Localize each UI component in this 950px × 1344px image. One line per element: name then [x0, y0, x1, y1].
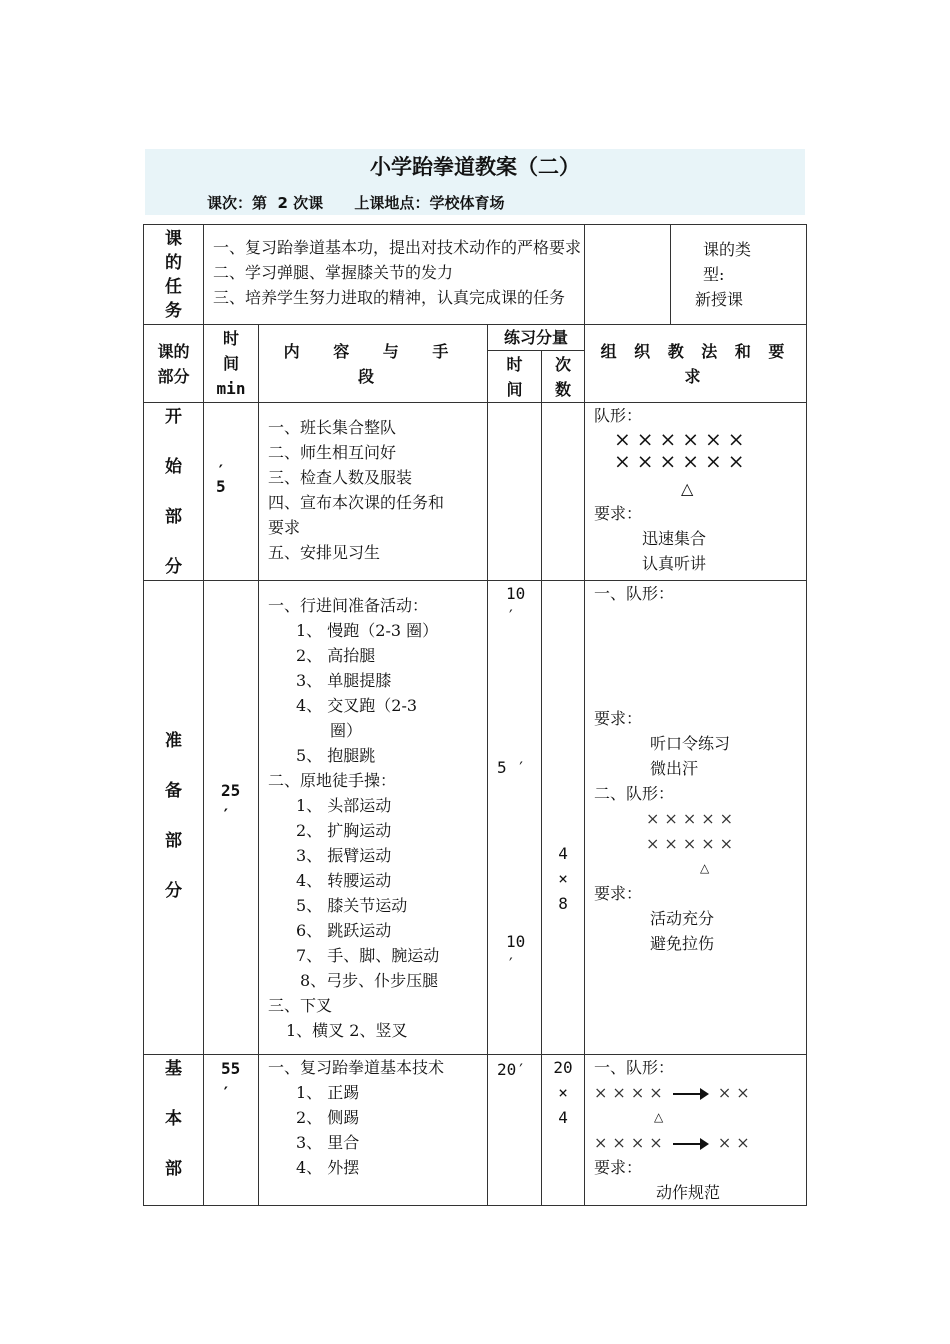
practice-count [542, 403, 585, 581]
col-method: 组 织 教 法 和 要 求 [585, 325, 807, 403]
part-content [259, 1055, 488, 1206]
part-label: 基 本 部 [144, 1055, 204, 1206]
col-practice: 练习分量 [488, 325, 585, 351]
teacher-icon: △ [681, 479, 694, 498]
content-line: 一、行进间准备活动： [268, 596, 429, 615]
lesson-info: 课次：第 2 次课 上课地点：学校体育场 [207, 194, 505, 212]
req-line: 迅速集合 [642, 529, 707, 548]
req-label: 要求： [594, 709, 643, 728]
lesson-type-value: 新授课 [695, 290, 744, 309]
part-time: 55 ′ [204, 1055, 259, 1206]
section-prep [144, 581, 807, 1055]
content-line: 5、 膝关节运动 [296, 896, 408, 915]
content-line: 4、 转腰运动 [296, 871, 392, 890]
col-practice-time: 时 间 [488, 351, 542, 403]
req-label: 要求： [594, 504, 643, 523]
arrow-right-icon [673, 1093, 707, 1095]
req-line: 听口令练习 [650, 734, 731, 753]
task-item: 一、复习跆拳道基本功，提出对技术动作的严格要求 [213, 238, 582, 257]
content-line: 6、 跳跃运动 [296, 921, 392, 940]
formation-label: 一、队形： [594, 1058, 675, 1077]
header-band [145, 149, 805, 215]
content-line: 4、 外摆 [296, 1158, 360, 1177]
content-line: 2、 扩胸运动 [296, 821, 392, 840]
col-time: 时 间 min [204, 325, 259, 403]
section-start [144, 403, 807, 581]
content-line: 二、原地徒手操： [268, 771, 397, 790]
arrow-right-icon [673, 1143, 707, 1145]
method-cell [585, 403, 807, 581]
formation-label: 队形： [594, 406, 643, 425]
content-line: 要求 [268, 518, 301, 537]
content-line: 2、 高抬腿 [296, 646, 376, 665]
content-line: 1、 头部运动 [296, 796, 392, 815]
formation-label: 二、队形： [594, 784, 675, 803]
teacher-icon: △ [654, 1110, 664, 1124]
lesson-plan-table [143, 224, 807, 1206]
practice-count: 4 × 8 [542, 581, 585, 1055]
task-item: 三、培养学生努力进取的精神，认真完成课的任务 [213, 288, 566, 307]
header-row [144, 325, 807, 351]
col-part: 课的 部分 [144, 325, 204, 403]
req-line: 活动充分 [650, 909, 715, 928]
lesson-type-label: 课的类 型: [703, 240, 752, 284]
formation-row: ×××× ×× [594, 1083, 755, 1102]
task-label: 课 的 任 务 [144, 225, 204, 325]
req-line: 动作规范 [656, 1183, 721, 1202]
content-line: 三、检查人数及服装 [268, 468, 413, 487]
teacher-icon: △ [700, 861, 710, 875]
col-practice-count: 次 数 [542, 351, 585, 403]
content-line: 三、下叉 [268, 996, 333, 1015]
content-line: 四、宣布本次课的任务和 [268, 493, 445, 512]
content-line: 3、 单腿提膝 [296, 671, 392, 690]
method-cell [585, 581, 807, 1055]
content-line: 1、横叉 2、竖叉 [286, 1021, 408, 1040]
formation-label: 一、队形： [594, 584, 675, 603]
task-item: 二、学习弹腿、掌握膝关节的发力 [213, 263, 454, 282]
content-line: 五、安排见习生 [268, 543, 381, 562]
content-line: 5、 抱腿跳 [296, 746, 376, 765]
content-line: 1、 正踢 [296, 1083, 360, 1102]
content-line: 一、班长集合整队 [268, 418, 397, 437]
part-content [259, 403, 488, 581]
content-line: 3、 振臂运动 [296, 846, 392, 865]
req-label: 要求： [594, 1158, 643, 1177]
formation-row: ××××× [646, 809, 739, 828]
practice-time: 10 ′ 5 ′ 10 ′ [488, 581, 542, 1055]
part-content [259, 581, 488, 1055]
content-line: 4、 交叉跑（2-3 [296, 696, 418, 715]
content-line: 一、复习跆拳道基本技术 [268, 1058, 445, 1077]
content-line: 圈） [330, 721, 363, 740]
formation-row: ×××××× [614, 449, 751, 473]
req-label: 要求： [594, 884, 643, 903]
part-time: ′ 5 [204, 403, 259, 581]
task-items [204, 225, 585, 325]
content-line: 2、 侧踢 [296, 1108, 360, 1127]
lesson-type-cell [585, 225, 807, 325]
content-line: 二、师生相互问好 [268, 443, 397, 462]
content-line: 3、 里合 [296, 1133, 360, 1152]
content-line: 8、弓步、仆步压腿 [300, 971, 439, 990]
practice-count: 20 × 4 [542, 1055, 585, 1206]
page-title: 小学跆拳道教案（二） [370, 155, 580, 179]
task-row [144, 225, 807, 325]
content-line: 7、 手、脚、腕运动 [296, 946, 440, 965]
formation-row: ×××× ×× [594, 1133, 755, 1152]
req-line: 认真听讲 [642, 554, 707, 573]
req-line: 微出汗 [650, 759, 699, 778]
practice-time [488, 403, 542, 581]
part-time: 25 ′ [204, 581, 259, 1055]
method-cell [585, 1055, 807, 1206]
content-line: 1、 慢跑（2-3 圈） [296, 621, 439, 640]
part-label: 准 备 部 分 [144, 581, 204, 1055]
col-content: 内 容 与 手 段 [259, 325, 488, 403]
req-line: 避免拉伤 [650, 934, 715, 953]
formation-row: ×××××× [614, 427, 751, 451]
part-label: 开 始 部 分 [144, 403, 204, 581]
formation-row: ××××× [646, 834, 739, 853]
section-basic [144, 1055, 807, 1206]
practice-time: 20′ [488, 1055, 542, 1206]
